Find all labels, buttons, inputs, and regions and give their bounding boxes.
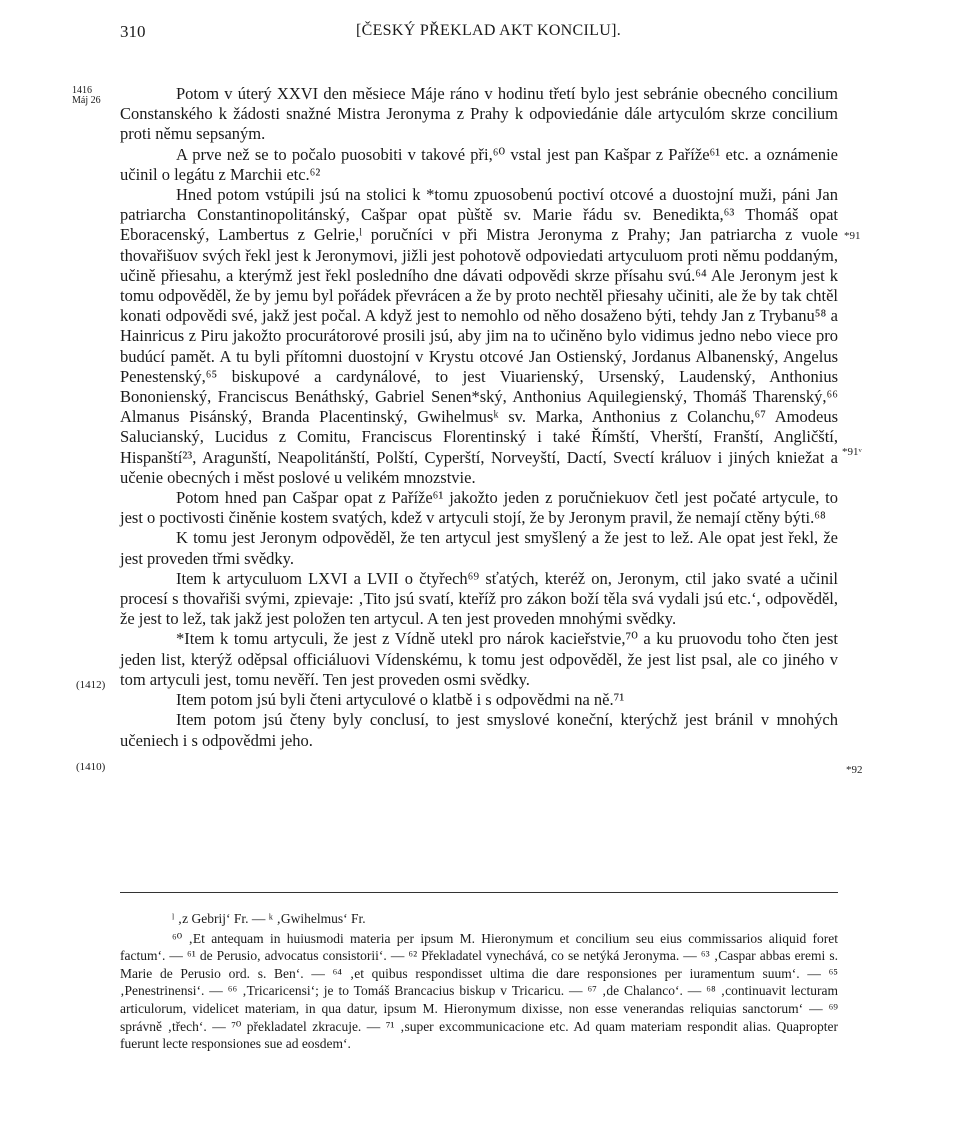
paragraph: Item potom jsú čteny byly conclusí, to jest smyslové koneční, kterýchž jest bránil v mnohých učeniech i s odpovědmi jeho. [120,710,838,750]
footnotes [120,910,838,1055]
footnote: ˡ ‚z Gebrij‘ Fr. — ᵏ ‚Gwihelmus‘ Fr. [172,911,366,926]
footnote-divider [120,892,838,893]
footnote: ⁶⁰ ‚Et antequam in huiusmodi materia per ipsum M. Hieronymum et concilium seu eius commissarios aliquid foret factum‘. — ⁶¹ de Perusio, advocatus consistorii‘. — ⁶² Překladatel vynechává, co se netýká Jeronyma. — ⁶³ ‚Caspar abbas eremi s. Marie de Perusio ord. s. Ben‘. — ⁶⁴ ‚et quibus respondisset ultima die dare responsiones per iuramentum suum‘. — ⁶⁵ ‚Penestrinensi‘. — ⁶⁶ ‚Tricaricensi‘; je to Tomáš Brancacius biskup v Tricaricu. — ⁶⁷ ‚de Chalanco‘. — ⁶⁸ ‚continuavit lecturam articulorum, videlicet materiam, in qua datur, ipsum M. Hieronymum dixisse, non esse venerandas reliquias sanctorum‘ — ⁶⁹ správně ‚třech‘. — ⁷⁰ překladatel zkracuje. — ⁷¹ ‚super excommunicacione etc. Ad quam materiam respondit alias. Quapropter fuerunt lecte responsiones sue ad eosdem‘. [120,930,838,1052]
main-text [120,84,838,751]
paragraph: K tomu jest Jeronym odpověděl, že ten artycul jest smyšlený a že jest to lež. Ale opat jest řekl, že jest proveden třmi svědky. [120,528,838,568]
page-header [120,22,840,48]
paragraph: Item k artyculuom LXVI a LVII o čtyřech⁶⁹ sťatých, kteréž on, Jeronym, ctil jako svaté a učinil procesí s thovařiši svými, zpievaje: ‚Tito jsú svatí, kteříž pro zákon boží těla svá vydali jsú etc.‘, odpověděl, že jest to lež, tak jakž jest položen ten artycul. A ten jest proveden mnohými svědky. [120,568,838,629]
folio-marker-91v: *91ᵛ [842,446,862,458]
paragraph: Potom v úterý XXVI den měsiece Máje ráno v hodinu třetí bylo jest sebránie obecného concilium Constanského k žádosti snažné Mistra Jeronyma z Prahy k odpoviedánie dále artyculóm skrze concilium proti němu sepsaným. [120,84,838,144]
paragraph: Item potom jsú byli čteni artyculové o klatbě i s odpovědmi na ně.⁷¹ [176,690,625,710]
running-title: [ČESKÝ PŘEKLAD AKT KONCILU]. [356,22,621,39]
folio-marker-91: *91 [844,230,861,242]
paragraph: Potom hned pan Cašpar opat z Paříže⁶¹ jakožto jeden z poručniekuov četl jest počaté artycule, to jest o poctivosti činěnie kostem svatých, kdež v artyculi stojí, že by Jeronym pravil, že nemají ctěny býti.⁶⁸ [120,488,838,528]
paragraph: A prve než se to počalo puosobiti v takové při,⁶⁰ vstal jest pan Kašpar z Paříže⁶¹ etc. a oznámenie učinil o legátu z Marchii etc.⁶² [120,144,838,184]
margin-date-day: Máj 26 [72,95,101,106]
margin-ref-1410: (1410) [76,761,106,773]
paragraph: *Item k tomu artyculi, že jest z Vídně utekl pro nárok kacieřstvie,⁷⁰ a ku pruovodu toho čten jest jeden list, kterýž oděpsal officiáluovi Vídenskému, k tomu jest odpověděl, že jest list psal, ale co jiného v tom artyculi jest, tomu nevěří. Ten jest proveden osmi svědky. [120,629,838,689]
folio-marker-92: *92 [846,764,863,776]
margin-ref-1412: (1412) [76,679,106,691]
page-number: 310 [120,22,146,41]
margin-date [72,86,118,106]
margin-date-year: 1416 [72,85,92,96]
paragraph: Hned potom vstúpili jsú na stolici k *tomu zpuosobenú poctiví otcové a duostojní muži, páni Jan patriarcha Constantinopolitánský, Cašpar opat pùště sv. Marie řádu sv. Benedikta,⁶³ Thomáš opat Eboracenský, Lambertus z Gelrie,ˡ poručníci v při Mistra Jeronyma z Prahy; Jan patriarcha z vuole thovařišuov svých řekl jest k Jeronymovi, jižli jest pohotově odpoviedati artyculuom proti němu poddaným, učině přiesahu, a kterýmž jest řekl posledního dne dávati odpovědi skrze přísahu svú.⁶⁴ Ale Jeronym jest k tomu odpověděl, že by jemu byl pořádek převrácen a že by proto nechtěl přiesahy učiniti, ale že by tak chtěl konati odpovědi své, jakž jest počal. A když jest to nemohlo od něho dosaženo býti, tehdy Jan z Trybanu⁵⁸ a Hainricus z Piru jakožto procurátorové prosili jsú, aby jim na to učiněno bylo vidimus jedno nebo viece pro budúcí pamět. A tu byli přítomni duostojní v Krystu otcové Jan Ostienský, Jordanus Albanenský, Angelus Penestenský,⁶⁵ biskupové a cardynálové, to jest Viuarienský, Ursenský, Laudenský, Anthonius Bononienský, Franciscus Benáthský, Gabriel Senen*ský, Anthonius Aquilegienský, Thomáš Tharenský,⁶⁶ Almanus Pisánský, Branda Placentinský, Gwihelmusᵏ sv. Marka, Anthonius z Colanchu,⁶⁷ Amodeus Salucianský, Lucidus z Comitu, Franciscus Florentinský i také Římští, Vherští, Franští, Angličští, Hispanští²³, Aragunští, Neapolitánští, Polští, Cyperští, Norveyští, Dactí, Svectí králuov i jiných kniežat a učenie obecných i měst poslové u velikém mnozstvie. [120,185,838,487]
